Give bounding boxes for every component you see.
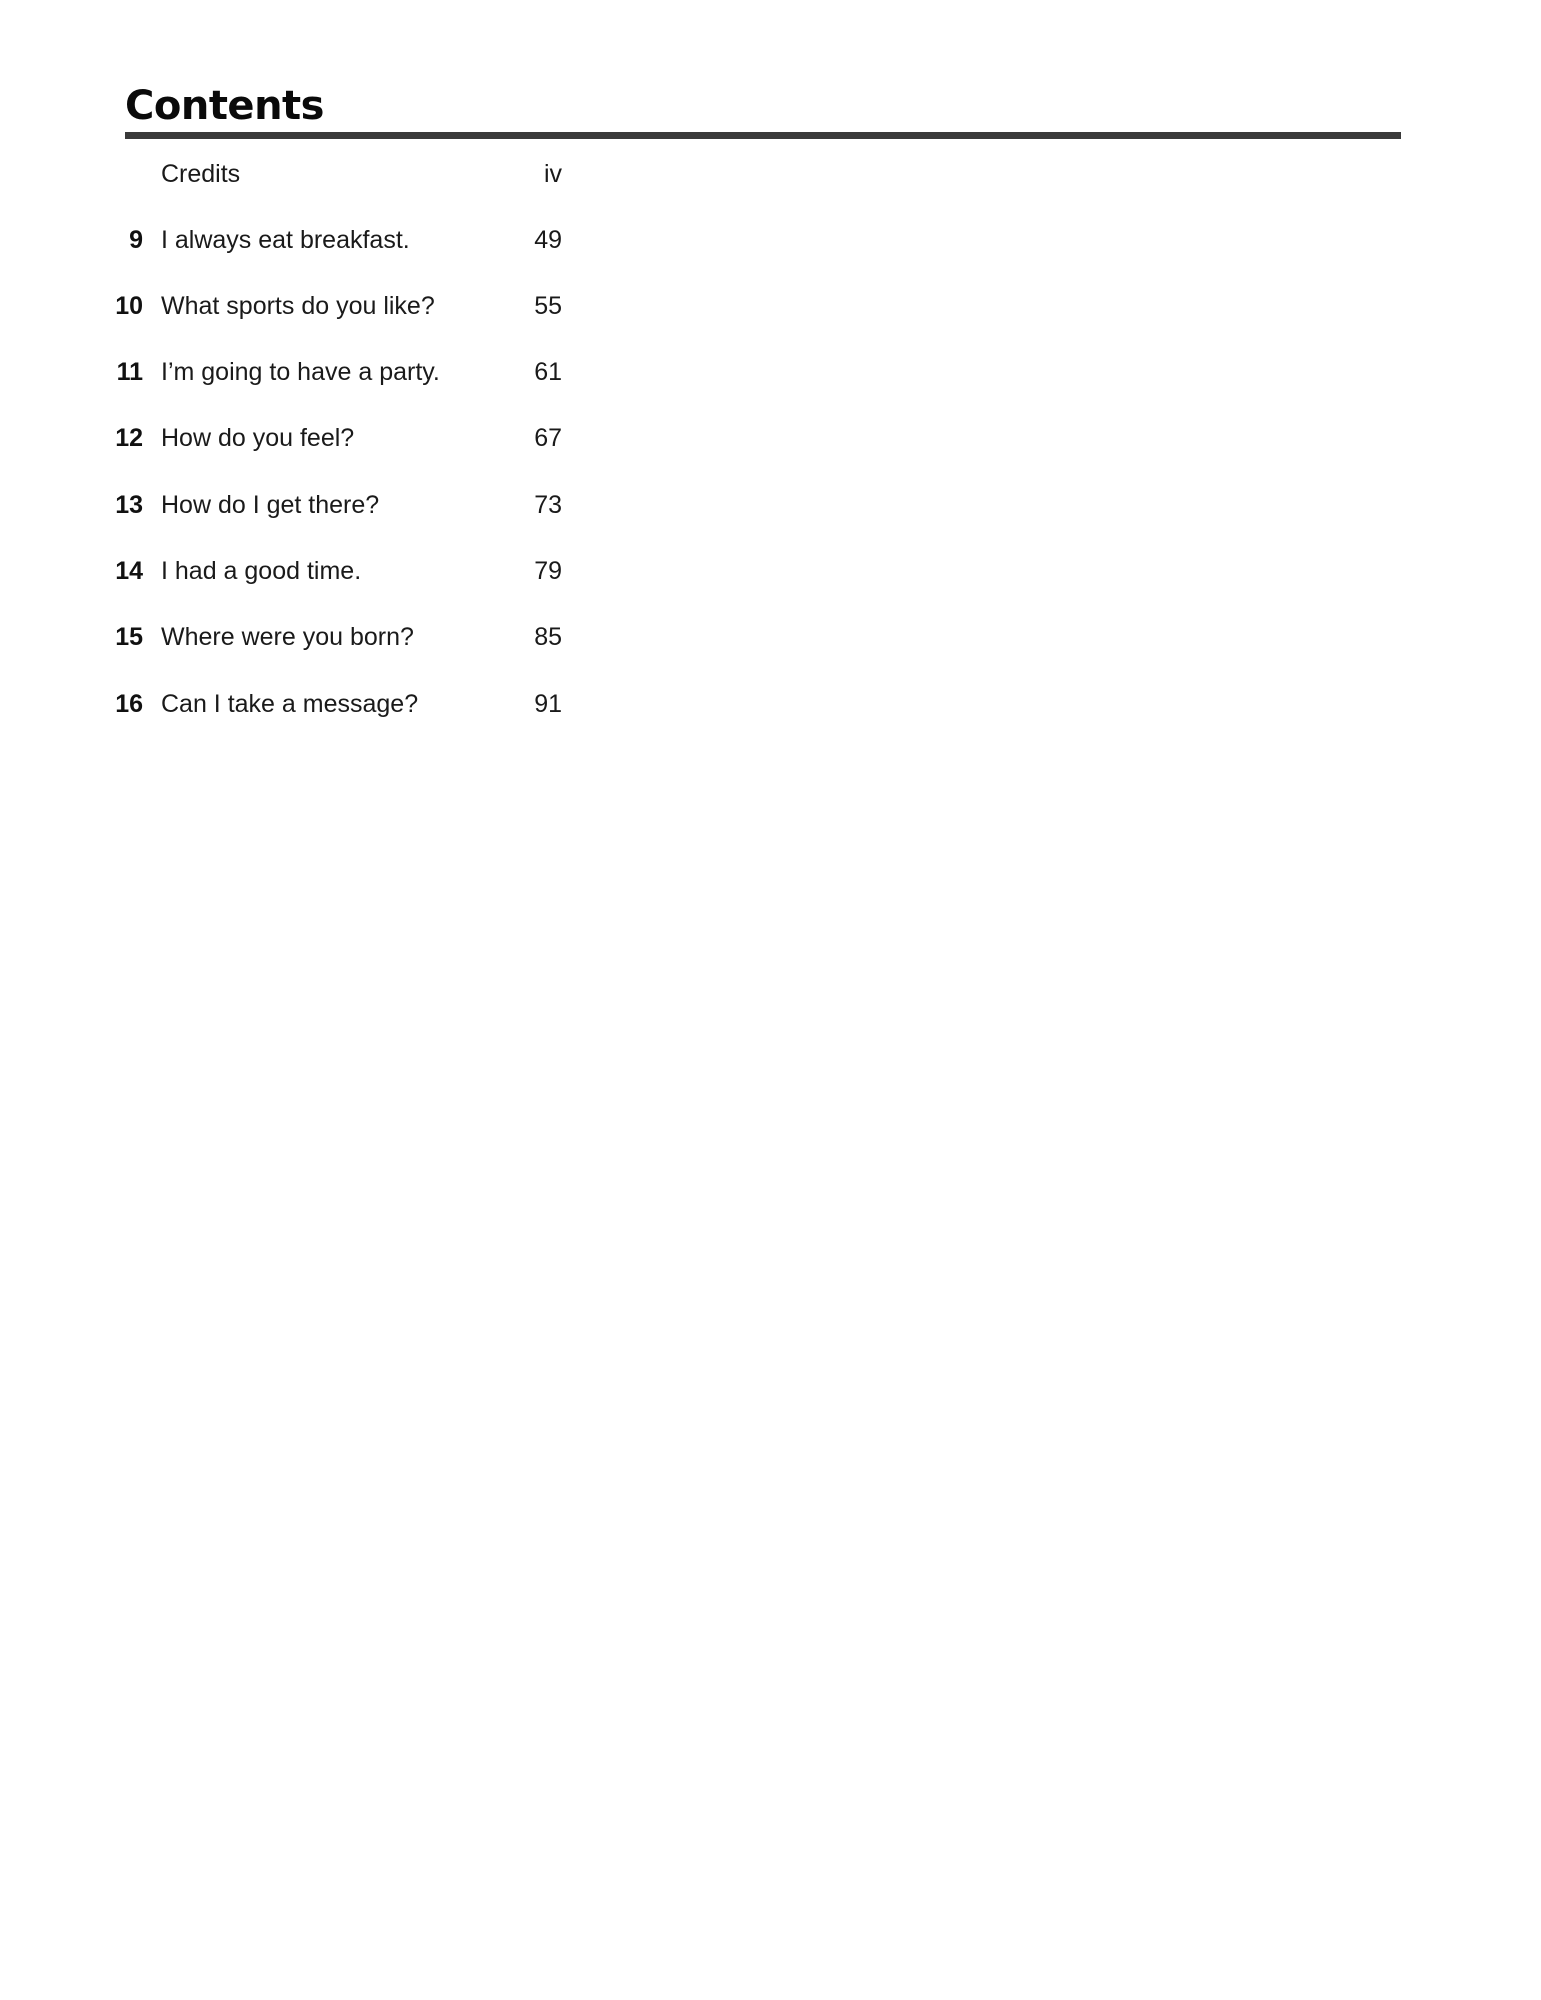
toc-entry-unit-16[interactable] [100,684,580,724]
toc-entry-page: 49 [534,226,562,254]
toc-entry-number: 10 [115,292,143,320]
toc-entry-page: 67 [534,424,562,452]
toc-entry-number: 16 [115,690,143,718]
toc-entry-unit-14[interactable] [100,551,580,591]
toc-entry-title: Where were you born? [161,623,414,651]
toc-entry-unit-9[interactable] [100,220,580,260]
toc-entry-page: 79 [534,557,562,585]
toc-entry-number: 15 [115,623,143,651]
toc-entry-title: I always eat breakfast. [161,226,410,254]
toc-entry-unit-13[interactable] [100,485,580,525]
toc-entry-number: 13 [115,491,143,519]
toc-entry-title: Credits [161,160,241,188]
toc-entry-page: 85 [534,623,562,651]
toc-entry-title: What sports do you like? [161,292,435,320]
toc-entry-unit-15[interactable] [100,617,580,657]
toc-entry-number: 14 [115,557,143,585]
toc-entry-page: 55 [534,292,562,320]
toc-entry-unit-10[interactable] [100,286,580,326]
toc-entry-page: 61 [534,358,562,386]
toc-entry-page: 73 [534,491,562,519]
toc-entry-number: 9 [129,226,143,254]
toc-entry-number: 11 [116,358,143,386]
title-rule [125,132,1401,139]
page-title: Contents [125,83,324,129]
toc-entry-title: I’m going to have a party. [161,358,440,386]
toc-entry-unit-12[interactable] [100,418,580,458]
toc-entry-title: Can I take a message? [161,690,419,718]
toc-entry-number: 12 [115,424,143,452]
toc-entry-page: iv [543,160,562,188]
toc-entry-unit-11[interactable] [100,352,580,392]
toc-entry-page: 91 [534,690,562,718]
toc-entry-title: How do I get there? [161,491,380,519]
toc-entry-credits[interactable] [100,154,580,194]
toc-entry-title: How do you feel? [161,424,355,452]
toc-entry-title: I had a good time. [161,557,362,585]
